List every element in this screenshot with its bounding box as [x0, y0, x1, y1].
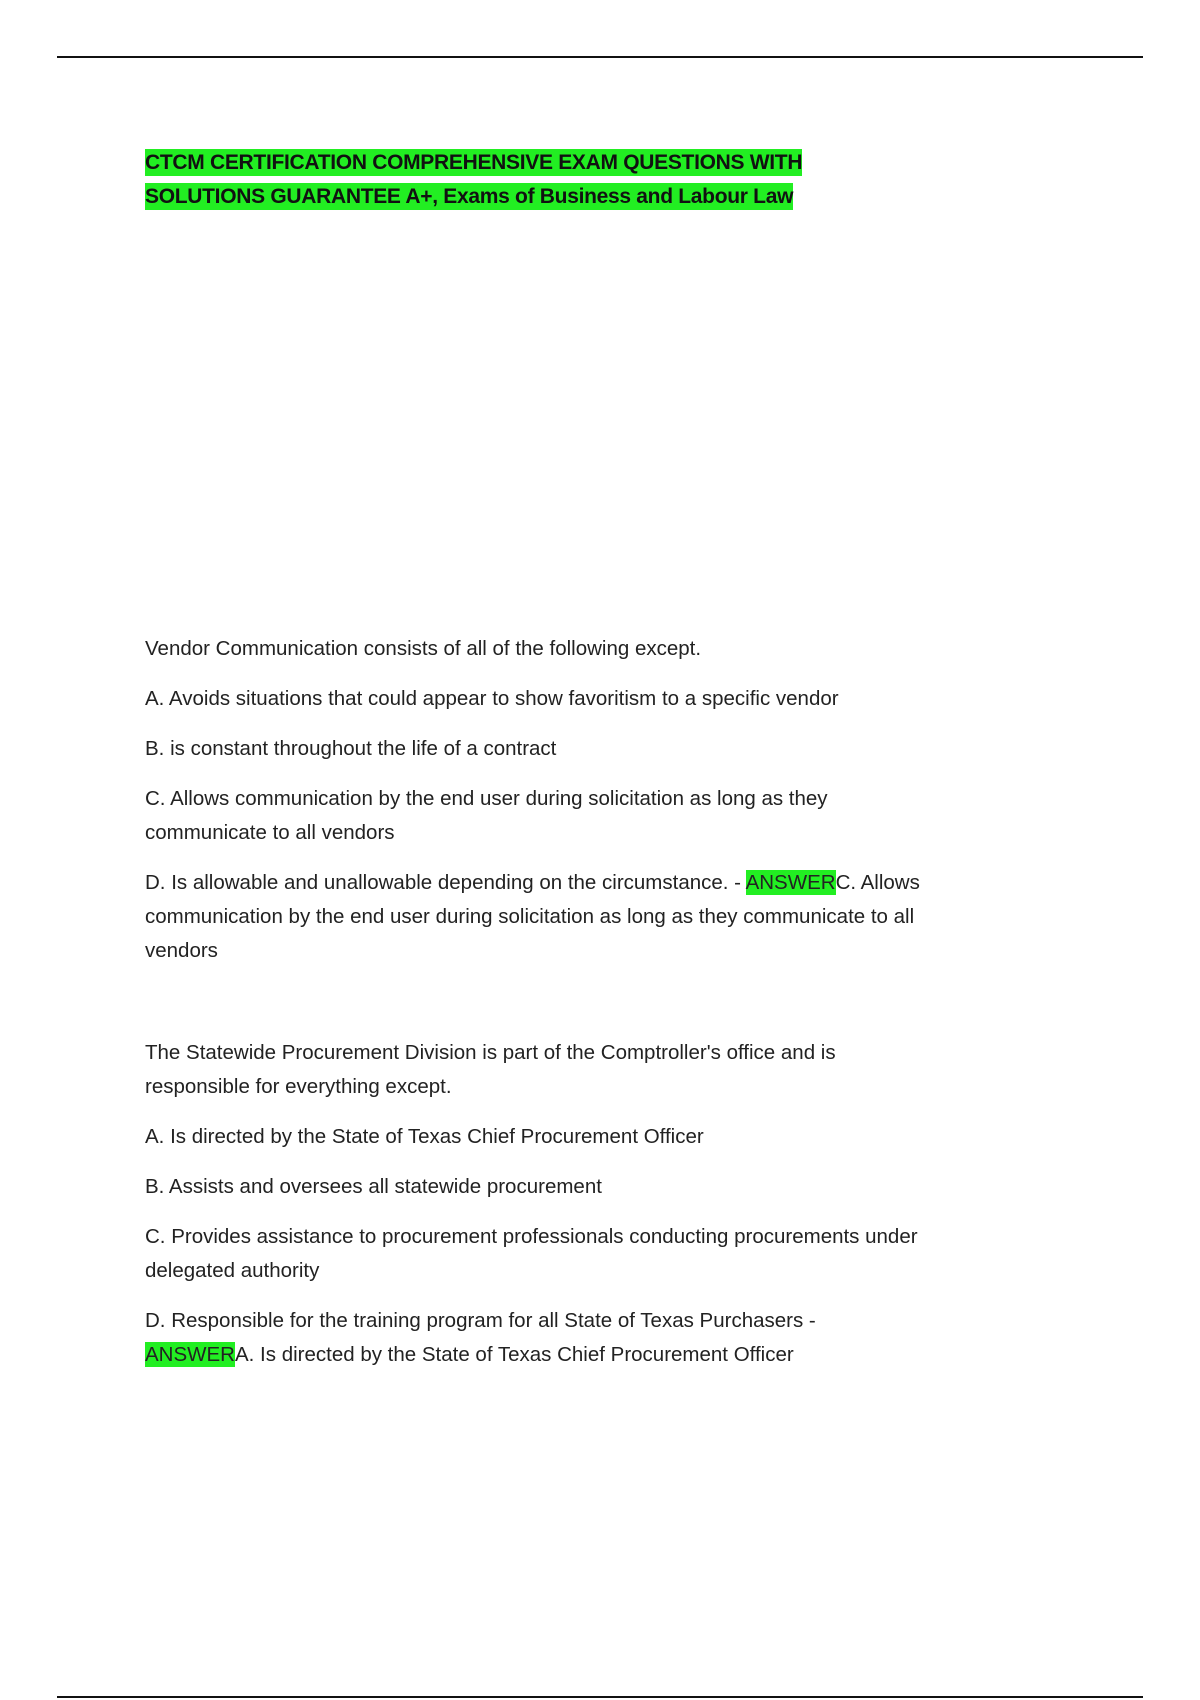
option-b: B. Assists and oversees all statewide procurement: [145, 1175, 602, 1198]
option-c: C. Provides assistance to procurement professionals conducting procurements under delegated authority: [145, 1225, 918, 1282]
option-d-with-answer: [145, 866, 925, 968]
option-d: D. Is allowable and unallowable depending on the circumstance. -: [145, 871, 746, 894]
answer-label: ANSWER: [145, 1343, 235, 1366]
option-a: A. Is directed by the State of Texas Chief Procurement Officer: [145, 1125, 704, 1148]
answer-text: C. Allows communication by the end user during solicitation as long as they communicate to all vendors: [145, 871, 920, 962]
question-stem: The Statewide Procurement Division is part of the Comptroller's office and is responsible for everything except.: [145, 1041, 836, 1098]
title-line-2: SOLUTIONS GUARANTEE A+, Exams of Business and Labour Law: [145, 185, 794, 208]
option-c: C. Allows communication by the end user during solicitation as long as they communicate to all vendors: [145, 787, 828, 844]
option-a: A. Avoids situations that could appear to show favoritism to a specific vendor: [145, 687, 839, 710]
question-stem: Vendor Communication consists of all of the following except.: [145, 637, 702, 660]
title-line-1: CTCM CERTIFICATION COMPREHENSIVE EXAM QUESTIONS WITH: [145, 151, 803, 174]
header-rule: [57, 56, 1143, 58]
question-block-2: [145, 1036, 925, 1388]
option-b: B. is constant throughout the life of a contract: [145, 737, 557, 760]
question-block-1: [145, 632, 925, 984]
footer-rule: [57, 1696, 1143, 1698]
option-d: D. Responsible for the training program for all State of Texas Purchasers -: [145, 1309, 816, 1332]
option-d-with-answer: [145, 1304, 925, 1372]
answer-text: A. Is directed by the State of Texas Chief Procurement Officer: [234, 1343, 794, 1366]
document-title: [145, 146, 1045, 214]
answer-label: ANSWER: [745, 871, 836, 894]
